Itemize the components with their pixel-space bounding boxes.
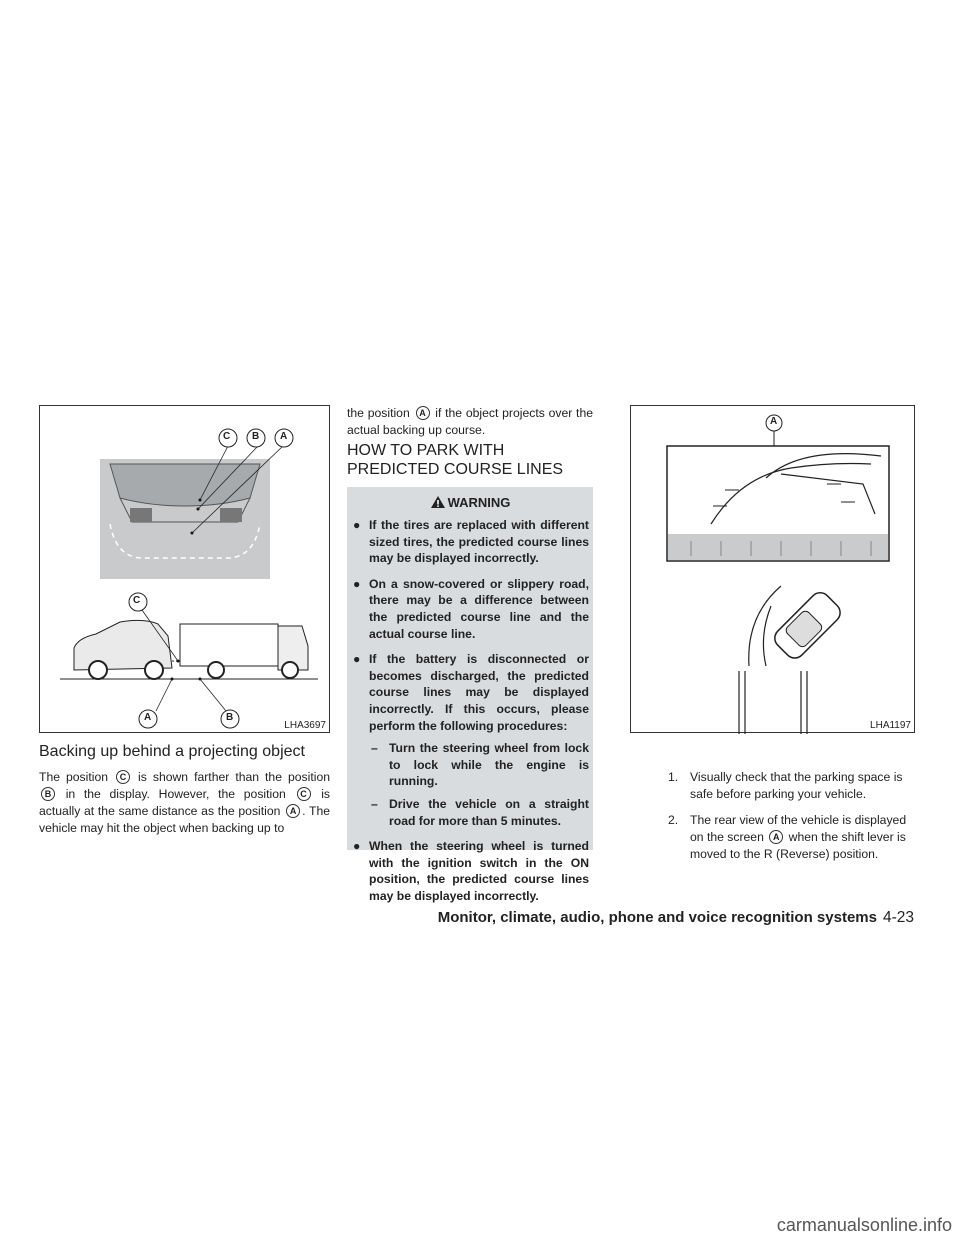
step-2: [668, 812, 914, 863]
procedure-steps: [668, 769, 914, 872]
text: is actually at the same distance as the position: [39, 787, 331, 818]
figure-parking-predicted-lines: [630, 405, 915, 733]
bullet: ●: [353, 518, 361, 532]
step-1: [668, 769, 914, 803]
text: in the display. However, the position: [65, 787, 286, 801]
marker-a: A: [769, 830, 783, 844]
section-heading-predicted-course: HOW TO PARK WITH PREDICTED COURSE LINES: [347, 442, 564, 478]
warning-text: When the steering wheel is turned with the ignition switch in the ON position, the predicted course lines may be displayed incorrectly.: [369, 839, 589, 903]
warning-title: WARNING: [447, 495, 511, 510]
marker-a: A: [286, 804, 300, 818]
warning-triangle-icon: [430, 495, 446, 509]
marker-c: C: [297, 787, 311, 801]
text: The position: [39, 770, 109, 784]
marker-b: B: [41, 787, 55, 801]
warning-text: On a snow-covered or slippery road, there may be a difference between the predicted course line and the actual course line.: [369, 576, 589, 641]
page-footer: [438, 909, 914, 927]
warning-box: [347, 487, 593, 903]
label-b-side: B: [226, 712, 234, 723]
warning-subitem: [361, 796, 589, 829]
warning-item: [353, 838, 589, 904]
paragraph-continuation: [347, 405, 593, 439]
marker-c: C: [116, 770, 130, 784]
step-number: 2.: [668, 813, 679, 827]
warning-item: [353, 517, 589, 567]
warning-subtext: Turn the steering wheel from lock to lock while the engine is running.: [389, 741, 589, 789]
warning-subtext: Drive the vehicle on a straight road for more than 5 minutes.: [389, 796, 589, 828]
text: . The vehicle may hit the object when backing up to: [39, 804, 330, 835]
step-text: Visually check that the parking space is safe before parking your vehicle.: [690, 770, 903, 801]
figure-code: LHA3697: [284, 720, 326, 731]
bullet: ●: [353, 576, 361, 591]
bullet: ●: [353, 652, 361, 667]
dash: –: [371, 741, 378, 756]
step-number: 1.: [668, 770, 679, 784]
label-a-top: A: [280, 431, 288, 442]
warning-list: [353, 517, 589, 913]
paragraph-projecting-object: [39, 769, 330, 837]
label-c-top: C: [223, 431, 231, 442]
section-heading-projecting-object: Backing up behind a projecting object: [39, 743, 305, 760]
text: the position: [347, 406, 410, 420]
step-text: when the shift lever is moved to the R (Reverse) position.: [690, 830, 906, 861]
bullet: ●: [353, 839, 361, 854]
text: if the object projects over the actual backing up course.: [347, 406, 593, 437]
step-text: The rear view of the vehicle is displayed on the screen: [690, 813, 907, 844]
marker-a: A: [416, 406, 430, 420]
chapter-title: Monitor, climate, audio, phone and voice recognition systems: [437, 909, 877, 926]
page-number: 4-23: [882, 909, 914, 926]
warning-text: If the tires are replaced with different sized tires, the predicted course lines may be displayed incorrectly.: [369, 518, 589, 566]
figure-code: LHA1197: [870, 720, 911, 731]
warning-text: If the battery is disconnected or becomes discharged, the predicted course lines may be displayed incorrectly. If this occurs, please perform the following procedures:: [369, 652, 589, 733]
label-a-screen: A: [770, 416, 778, 427]
label-c-side: C: [133, 595, 141, 606]
watermark: carmanualsonline.info: [776, 1215, 952, 1235]
figure-left-illustration: [40, 406, 331, 734]
label-b-top: B: [252, 431, 260, 442]
warning-item: [353, 576, 589, 642]
warning-header: [347, 495, 593, 510]
warning-item: [353, 651, 589, 734]
text: is shown farther than the position: [138, 770, 330, 784]
label-a-side: A: [144, 712, 152, 723]
figure-backing-projecting-object: [39, 405, 330, 733]
dash: –: [371, 796, 378, 811]
figure-right-illustration: [631, 406, 916, 734]
warning-subitem: [361, 740, 589, 790]
